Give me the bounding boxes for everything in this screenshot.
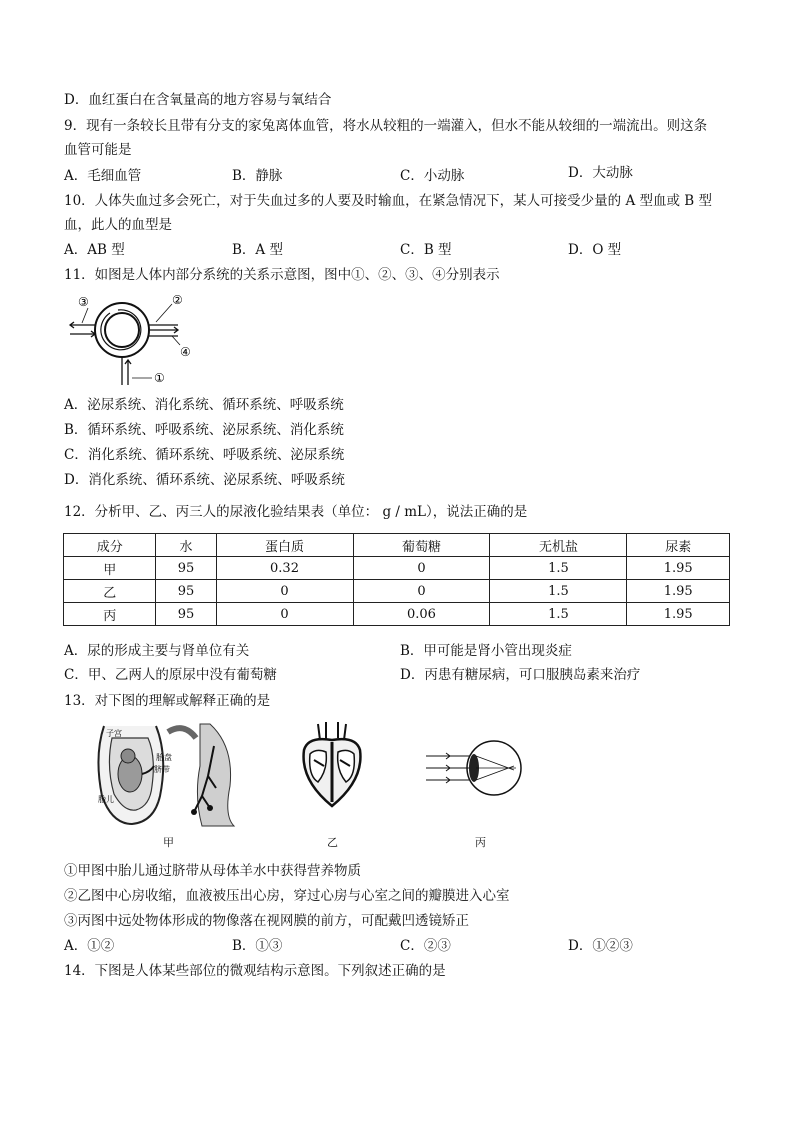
q11-system-diagram bbox=[60, 290, 210, 390]
q14-stem: 14．下图是人体某些部位的微观结构示意图。下列叙述正确的是 bbox=[64, 963, 446, 979]
q9-option-d: D．大动脉 bbox=[568, 165, 633, 181]
q12-option-c: C．甲、乙两人的原尿中没有葡萄糖 bbox=[64, 667, 277, 683]
table-cell: 甲 bbox=[64, 557, 156, 580]
table-cell: 0.06 bbox=[353, 603, 490, 626]
table-row bbox=[64, 557, 730, 580]
label-3: ③ bbox=[78, 295, 89, 309]
label-1: ① bbox=[154, 371, 165, 385]
magnify-arrow-icon bbox=[168, 728, 196, 738]
table-cell: 1.5 bbox=[490, 557, 627, 580]
table-cell: 0 bbox=[353, 557, 490, 580]
header-cell: 葡萄糖 bbox=[353, 534, 490, 557]
q10-stem-line1: 10．人体失血过多会死亡，对于失血过多的人要及时输血，在紧急情况下，某人可接受少量的 A 型血或 B 型 bbox=[64, 193, 713, 209]
q13-statement-2: ②乙图中心房收缩，血液被压出心房，穿过心房与心室之间的瓣膜进入心室 bbox=[64, 888, 510, 904]
fig-label-cord: 脐带 bbox=[154, 765, 170, 774]
heart-figure bbox=[296, 720, 368, 810]
q13-statement-3: ③丙图中远处物体形成的物像落在视网膜的前方，可配戴凹透镜矫正 bbox=[64, 913, 469, 929]
table-row bbox=[64, 580, 730, 603]
inner-ring bbox=[105, 313, 139, 347]
header-cell: 蛋白质 bbox=[216, 534, 353, 557]
q9-option-b: B．静脉 bbox=[232, 168, 283, 184]
table-cell: 1.5 bbox=[490, 603, 627, 626]
q13-option-d: D．①②③ bbox=[568, 938, 633, 954]
fig-label-placenta: 胎盘 bbox=[156, 753, 172, 762]
figure-label-jia: 甲 bbox=[163, 836, 174, 849]
q10-option-d: D．O 型 bbox=[568, 242, 622, 258]
q10-option-c: C．B 型 bbox=[400, 242, 452, 258]
q13-option-a: A．①② bbox=[64, 938, 115, 954]
table-cell: 0.32 bbox=[216, 557, 353, 580]
q11-option-d: D．消化系统、循环系统、泌尿系统、呼吸系统 bbox=[64, 472, 345, 488]
q11-option-a: A．泌尿系统、消化系统、循环系统、呼吸系统 bbox=[64, 397, 344, 413]
table-cell: 95 bbox=[156, 580, 216, 603]
figure-label-yi: 乙 bbox=[327, 836, 338, 849]
q9-option-a: A．毛细血管 bbox=[64, 168, 142, 184]
table-cell: 0 bbox=[216, 580, 353, 603]
q10-option-a: A．AB 型 bbox=[64, 242, 125, 258]
table-cell: 95 bbox=[156, 557, 216, 580]
q13-stem: 13．对下图的理解或解释正确的是 bbox=[64, 693, 271, 709]
q9-stem-line1: 9．现有一条较长且带有分支的家兔离体血管，将水从较粗的一端灌入，但水不能从较细的一端流出。则这条 bbox=[64, 118, 708, 134]
header-cell: 无机盐 bbox=[490, 534, 627, 557]
table-cell: 1.95 bbox=[627, 557, 730, 580]
circulation-arrow-icon bbox=[101, 310, 141, 350]
table-cell: 乙 bbox=[64, 580, 156, 603]
q9-stem-line2: 血管可能是 bbox=[64, 142, 132, 158]
q13-option-b: B．①③ bbox=[232, 938, 283, 954]
q13-option-c: C．②③ bbox=[400, 938, 451, 954]
header-cell: 尿素 bbox=[627, 534, 730, 557]
fig-label-uterus: 子宫 bbox=[106, 729, 122, 738]
q11-option-c: C．消化系统、循环系统、呼吸系统、泌尿系统 bbox=[64, 447, 345, 463]
table-cell: 1.95 bbox=[627, 603, 730, 626]
label-4: ④ bbox=[180, 345, 191, 359]
q8-option-d: D．血红蛋白在含氧量高的地方容易与氧结合 bbox=[64, 92, 332, 108]
fig-label-fetus: 胎儿 bbox=[98, 795, 114, 804]
q9-option-c: C．小动脉 bbox=[400, 168, 465, 184]
table-cell: 0 bbox=[216, 603, 353, 626]
table-cell: 1.95 bbox=[627, 580, 730, 603]
q10-stem-line2: 血，此人的血型是 bbox=[64, 217, 172, 233]
table-cell: 1.5 bbox=[490, 580, 627, 603]
eye-figure bbox=[424, 738, 524, 802]
table-cell: 丙 bbox=[64, 603, 156, 626]
q12-option-b: B．甲可能是肾小管出现炎症 bbox=[400, 643, 572, 659]
q12-stem: 12．分析甲、乙、丙三人的尿液化验结果表（单位： g / mL），说法正确的是 bbox=[64, 504, 528, 520]
table-cell: 0 bbox=[353, 580, 490, 603]
label-2: ② bbox=[172, 293, 183, 307]
header-cell: 水 bbox=[156, 534, 216, 557]
q11-stem: 11．如图是人体内部分系统的关系示意图，图中①、②、③、④分别表示 bbox=[64, 267, 500, 283]
q10-option-b: B．A 型 bbox=[232, 242, 283, 258]
table-cell: 95 bbox=[156, 603, 216, 626]
fetus-uterus-figure bbox=[84, 716, 254, 828]
q12-option-d: D．丙患有糖尿病，可口服胰岛素来治疗 bbox=[400, 667, 641, 683]
table-header-row bbox=[64, 534, 730, 557]
q13-statement-1: ①甲图中胎儿通过脐带从母体羊水中获得营养物质 bbox=[64, 863, 361, 879]
figure-label-bing: 丙 bbox=[475, 836, 486, 849]
q11-option-b: B．循环系统、呼吸系统、泌尿系统、消化系统 bbox=[64, 422, 344, 438]
table-row bbox=[64, 603, 730, 626]
header-cell: 成分 bbox=[64, 534, 156, 557]
q12-option-a: A．尿的形成主要与肾单位有关 bbox=[64, 643, 250, 659]
urine-result-table bbox=[63, 533, 730, 626]
placenta-detail bbox=[197, 724, 234, 826]
